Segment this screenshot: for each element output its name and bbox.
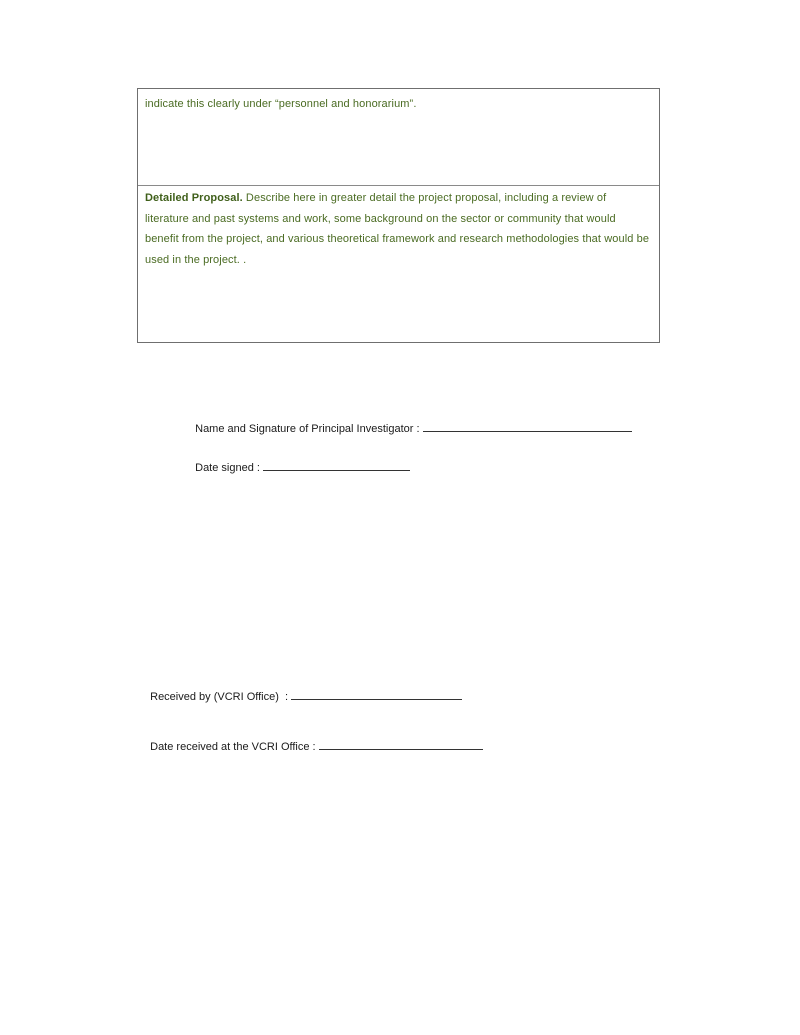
detailed-proposal-heading: Detailed Proposal. [145, 192, 243, 204]
date-signed-row [189, 447, 410, 474]
received-by-blank[interactable] [291, 688, 462, 700]
pi-signature-blank[interactable] [423, 420, 632, 432]
received-by-label: Received by (VCRI Office) : [150, 691, 289, 703]
personnel-note-text: indicate this clearly under “personnel and honorarium”. [145, 98, 417, 110]
date-signed-label: Date signed : [195, 462, 260, 474]
detailed-proposal-instructions: Describe here in greater detail the project proposal, including a review of literature and past systems and work, some background on the sector or community that would benefit from the project, and various theoretical framework and research methodologies that would be used in the project. . [145, 192, 650, 266]
pi-signature-row [189, 408, 632, 435]
received-by-row [144, 676, 462, 703]
personnel-note-cell [138, 89, 659, 186]
date-received-row [144, 726, 483, 753]
date-received-blank[interactable] [319, 738, 483, 750]
date-signed-blank[interactable] [263, 459, 410, 471]
detailed-proposal-cell [138, 186, 659, 342]
proposal-form-table [137, 88, 660, 343]
pi-signature-label: Name and Signature of Principal Investigator : [195, 423, 420, 435]
date-received-label: Date received at the VCRI Office : [150, 741, 316, 753]
